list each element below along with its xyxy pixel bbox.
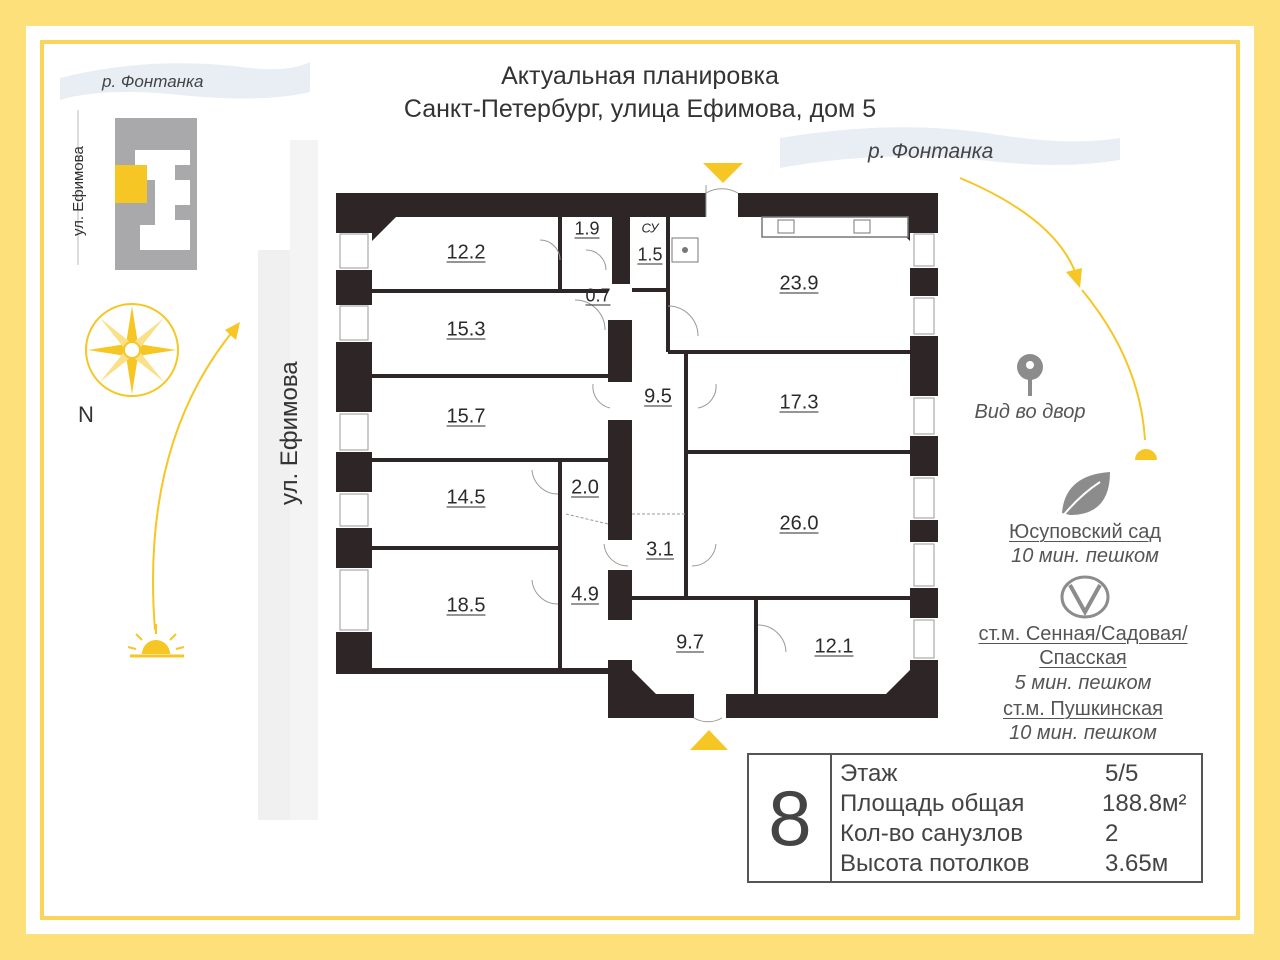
room-area-label: 1.9 bbox=[574, 218, 600, 239]
room-area-label: 15.3 bbox=[446, 318, 486, 341]
sun-right bbox=[1135, 449, 1157, 460]
metro1-name-line1: ст.м. Сенная/Садовая/ bbox=[978, 623, 1188, 645]
area-label: Площадь общая bbox=[840, 790, 1025, 817]
bathroom-label: СУ bbox=[641, 220, 659, 236]
metro2-walk-time: 10 мин. пешком bbox=[1009, 722, 1157, 744]
entrance-arrow-bottom bbox=[690, 730, 728, 750]
room-area-label: 15.7 bbox=[446, 405, 486, 428]
metro-icon bbox=[1062, 577, 1108, 617]
room-area-label: 1.5 bbox=[637, 244, 663, 265]
map-pin-icon bbox=[1017, 354, 1043, 396]
plan-title: Актуальная планировка bbox=[501, 62, 779, 90]
garden-walk-time: 10 мин. пешком bbox=[1011, 545, 1159, 567]
metro1-walk-time: 5 мин. пешком bbox=[1014, 672, 1152, 694]
floor-value: 5/5 bbox=[1105, 760, 1139, 787]
metro2-name: ст.м. Пушкинская bbox=[1003, 698, 1163, 720]
room-area-label: 17.3 bbox=[779, 391, 819, 414]
room-area-label: 2.0 bbox=[571, 476, 599, 499]
room-area-label: 18.5 bbox=[446, 594, 486, 617]
floor-label: Этаж bbox=[840, 760, 898, 787]
yard-view-label: Вид во двор bbox=[974, 401, 1086, 423]
ceiling-value: 3.65м bbox=[1105, 850, 1169, 877]
sun-left bbox=[128, 624, 184, 656]
room-area-label: 9.5 bbox=[644, 385, 672, 408]
river-label-top-left: р. Фонтанка bbox=[102, 72, 204, 91]
plan-address: Санкт-Петербург, улица Ефимова, дом 5 bbox=[403, 95, 877, 123]
room-area-label: 9.7 bbox=[676, 631, 704, 654]
apartment-number: 8 bbox=[768, 774, 812, 862]
compass-north-label: N bbox=[78, 402, 94, 427]
compass-rose bbox=[86, 304, 178, 396]
room-area-label: 3.1 bbox=[646, 538, 674, 561]
room-area-label: 23.9 bbox=[779, 272, 819, 295]
room-area-label: 26.0 bbox=[779, 512, 819, 535]
entrance-arrow-top bbox=[703, 163, 743, 183]
room-area-label: 14.5 bbox=[446, 486, 486, 509]
street-label-main: ул. Ефимова bbox=[276, 361, 303, 505]
bathrooms-value: 2 bbox=[1105, 820, 1119, 847]
leaf-icon bbox=[1062, 472, 1110, 517]
area-value: 188.8м² bbox=[1102, 790, 1187, 817]
room-area-label: 4.9 bbox=[571, 583, 599, 606]
room-area-label: 12.1 bbox=[814, 635, 854, 658]
bathrooms-label: Кол-во санузлов bbox=[840, 820, 1023, 847]
mini-map bbox=[78, 110, 197, 270]
garden-name: Юсуповский сад bbox=[1008, 521, 1162, 543]
river-label-top-right: р. Фонтанка bbox=[868, 140, 994, 163]
street-label-mini: ул. Ефимова bbox=[70, 146, 87, 236]
metro1-name-line2: Спасская bbox=[1039, 647, 1127, 669]
room-area-label: 0.7 bbox=[585, 285, 611, 306]
ceiling-label: Высота потолков bbox=[840, 850, 1030, 877]
room-area-label: 12.2 bbox=[446, 241, 486, 264]
